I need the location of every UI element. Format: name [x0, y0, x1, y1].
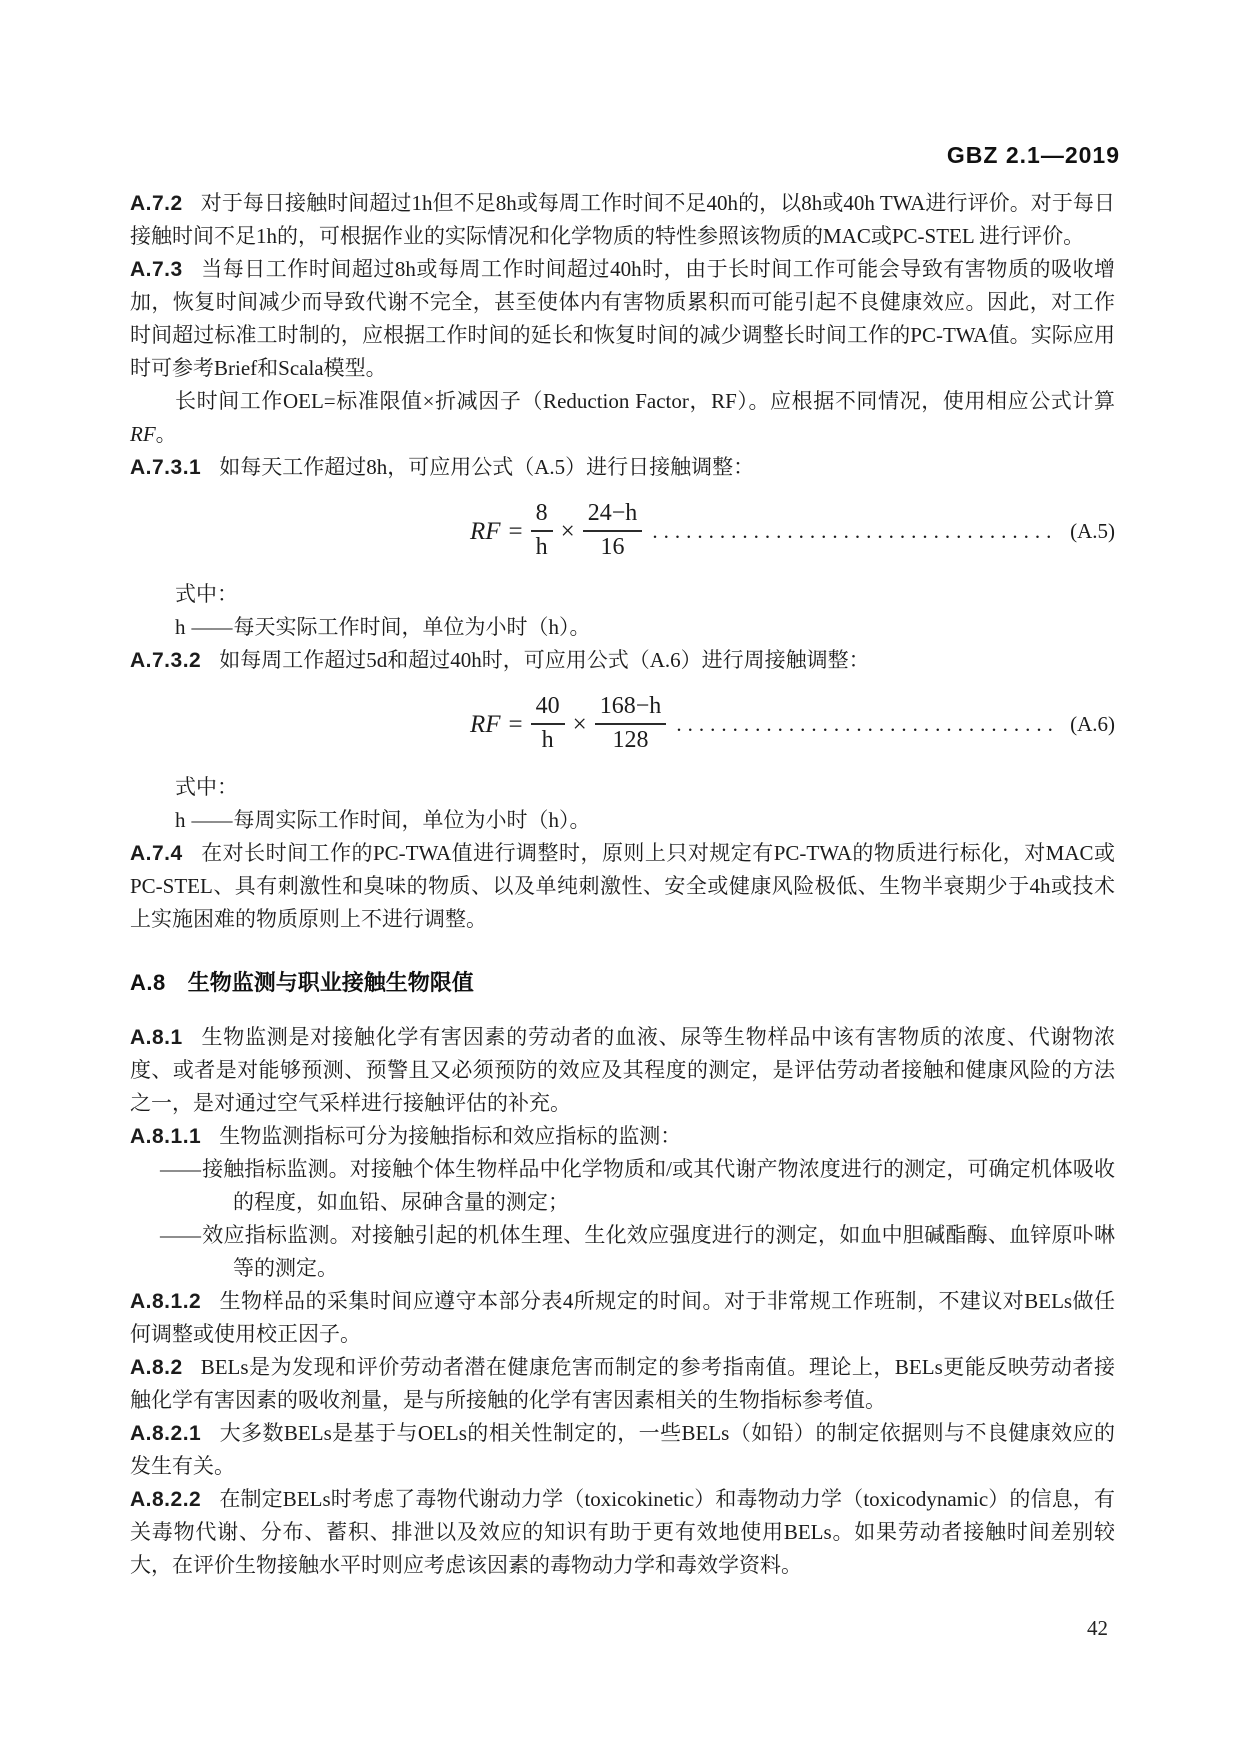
- clause-number: A.8.2.1: [130, 1422, 202, 1445]
- definition-dash: ——: [191, 615, 232, 639]
- clause-a7-2: [130, 187, 1115, 253]
- numerator: 40: [531, 693, 565, 725]
- clause-text: 如每周工作超过5d和超过40h时，可应用公式（A.6）进行周接触调整：: [219, 648, 870, 672]
- clause-a8-2: [130, 1351, 1115, 1417]
- clause-number: A.7.3: [130, 258, 183, 281]
- section-heading-a8: [130, 966, 1115, 999]
- equation-number: (A.6): [1070, 711, 1115, 736]
- list-item-text: 效应指标监测。对接触引起的机体生理、生化效应强度进行的测定，如血中胆碱酯酶、血锌原卟啉等的测定。: [202, 1223, 1115, 1280]
- equation-number: (A.5): [1070, 518, 1115, 543]
- variable-definition-a6: [130, 804, 1115, 837]
- numerator: 168−h: [595, 693, 667, 725]
- denominator: h: [535, 534, 548, 560]
- document-body: [130, 187, 1115, 1582]
- list-dash: ——: [160, 1223, 200, 1247]
- denominator: 128: [612, 727, 649, 753]
- clause-number: A.7.3.1: [130, 456, 202, 479]
- variable-symbol: h: [175, 808, 186, 832]
- variable-symbol: h: [175, 615, 186, 639]
- definition-dash: ——: [191, 808, 232, 832]
- multiply-sign: ×: [572, 710, 587, 738]
- clause-number: A.8.1.1: [130, 1125, 202, 1148]
- fraction-1: [531, 500, 553, 561]
- document-code-header: GBZ 2.1—2019: [946, 142, 1120, 168]
- formula-a6: [130, 683, 1115, 765]
- multiply-sign: ×: [560, 517, 575, 545]
- note-text-end: 。: [155, 422, 177, 446]
- equation-a5: [470, 500, 642, 561]
- clause-text: 在制定BELs时考虑了毒物代谢动力学（toxicokinetic）和毒物动力学（toxicodynamic）的信息，有关毒物代谢、分布、蓄积、排泄以及效应的知识有助于更有效地使用BELs。如果劳动者接触时间差别较大，在评价生物接触水平时则应考虑该因素的毒物动力学和毒效学资料。: [130, 1487, 1115, 1577]
- equation-a6: [470, 693, 666, 754]
- page-number: 42: [1087, 1616, 1108, 1640]
- clause-a8-1-1: [130, 1120, 1115, 1153]
- variable-description: 每天实际工作时间，单位为小时（h）。: [233, 615, 591, 639]
- where-text: 式中：: [175, 775, 238, 799]
- denominator: h: [541, 727, 554, 753]
- where-clause-label: [130, 578, 1115, 611]
- list-dash: ——: [160, 1157, 200, 1181]
- clause-number: A.8.2.2: [130, 1488, 202, 1511]
- equation-lhs: RF: [470, 517, 501, 545]
- clause-a8-2-2: [130, 1483, 1115, 1582]
- heading-text: 生物监测与职业接触生物限值: [187, 970, 474, 995]
- clause-text: 生物监测是对接触化学有害因素的劳动者的血液、尿等生物样品中该有害物质的浓度、代谢物浓度、或者是对能够预测、预警且又必须预防的效应及其程度的测定，是评估劳动者接触和健康风险的方法之一，是对通过空气采样进行接触评估的补充。: [130, 1025, 1115, 1115]
- clause-a7-3-2: [130, 644, 1115, 677]
- variable-description: 每周实际工作时间，单位为小时（h）。: [233, 808, 591, 832]
- list-item-text: 接触指标监测。对接触个体生物样品中化学物质和/或其代谢产物浓度进行的测定，可确定机体吸收的程度，如血铅、尿砷含量的测定；: [202, 1157, 1115, 1214]
- clause-number: A.8.2: [130, 1356, 183, 1379]
- note-text: 长时间工作OEL=标准限值×折减因子（Reduction Factor，RF）。应根据不同情况，使用相应公式计算: [175, 389, 1115, 413]
- clause-number: A.7.2: [130, 192, 183, 215]
- equals-sign: =: [508, 517, 523, 545]
- clause-text: 如每天工作超过8h，可应用公式（A.5）进行日接触调整：: [219, 455, 755, 479]
- equals-sign: =: [508, 710, 523, 738]
- clause-text: 在对长时间工作的PC-TWA值进行调整时，原则上只对规定有PC-TWA的物质进行标化，对MAC或PC-STEL、具有刺激性和臭味的物质、以及单纯刺激性、安全或健康风险极低、生物半衰期少于4h或技术上实施困难的物质原则上不进行调整。: [130, 841, 1115, 931]
- clause-a7-3-1: [130, 451, 1115, 484]
- fraction-2: [595, 693, 667, 754]
- clause-text: 当每日工作时间超过8h或每周工作时间超过40h时，由于长时间工作可能会导致有害物质的吸收增加，恢复时间减少而导致代谢不完全，甚至使体内有害物质累积而可能引起不良健康效应。因此，对工作时间超过标准工时制的，应根据工作时间的延长和恢复时间的减少调整长时间工作的PC-TWA值。实际应用时可参考Brief和Scala模型。: [130, 257, 1115, 380]
- clause-a8-2-1: [130, 1417, 1115, 1483]
- heading-number: A.8: [130, 970, 166, 995]
- denominator: 16: [600, 534, 625, 560]
- clause-number: A.8.1.2: [130, 1290, 202, 1313]
- clause-text: BELs是为发现和评价劳动者潜在健康危害而制定的参考指南值。理论上，BELs更能反映劳动者接触化学有害因素的吸收剂量，是与所接触的化学有害因素相关的生物指标参考值。: [130, 1355, 1115, 1412]
- clause-a7-3: [130, 253, 1115, 385]
- oel-note-paragraph: [130, 385, 1115, 451]
- where-clause-label: [130, 771, 1115, 804]
- clause-text: 生物监测指标可分为接触指标和效应指标的监测：: [219, 1124, 682, 1148]
- numerator: 24−h: [583, 500, 643, 532]
- variable-definition-a5: [130, 611, 1115, 644]
- clause-text: 对于每日接触时间超过1h但不足8h或每周工作时间不足40h的，以8h或40h TWA进行评价。对于每日接触时间不足1h的，可根据作业的实际情况和化学物质的特性参照该物质的MAC或PC-STEL 进行评价。: [130, 191, 1115, 248]
- dot-leader: ....................................: [652, 518, 1058, 543]
- list-item-exposure-indicator: [130, 1153, 1115, 1219]
- clause-a7-4: [130, 837, 1115, 936]
- formula-a5: [130, 490, 1115, 572]
- clause-a8-1-2: [130, 1285, 1115, 1351]
- rf-variable: RF: [130, 422, 156, 446]
- clause-number: A.7.3.2: [130, 649, 202, 672]
- dot-leader: ..................................: [676, 711, 1059, 736]
- where-text: 式中：: [175, 582, 238, 606]
- fraction-1: [531, 693, 565, 754]
- clause-text: 生物样品的采集时间应遵守本部分表4所规定的时间。对于非常规工作班制，不建议对BELs做任何调整或使用校正因子。: [130, 1289, 1115, 1346]
- clause-number: A.7.4: [130, 842, 183, 865]
- clause-text: 大多数BELs是基于与OELs的相关性制定的，一些BELs（如铅）的制定依据则与不良健康效应的发生有关。: [130, 1421, 1115, 1478]
- clause-a8-1: [130, 1021, 1115, 1120]
- numerator: 8: [531, 500, 553, 532]
- fraction-2: [583, 500, 643, 561]
- clause-number: A.8.1: [130, 1026, 183, 1049]
- equation-lhs: RF: [470, 710, 501, 738]
- list-item-effect-indicator: [130, 1219, 1115, 1285]
